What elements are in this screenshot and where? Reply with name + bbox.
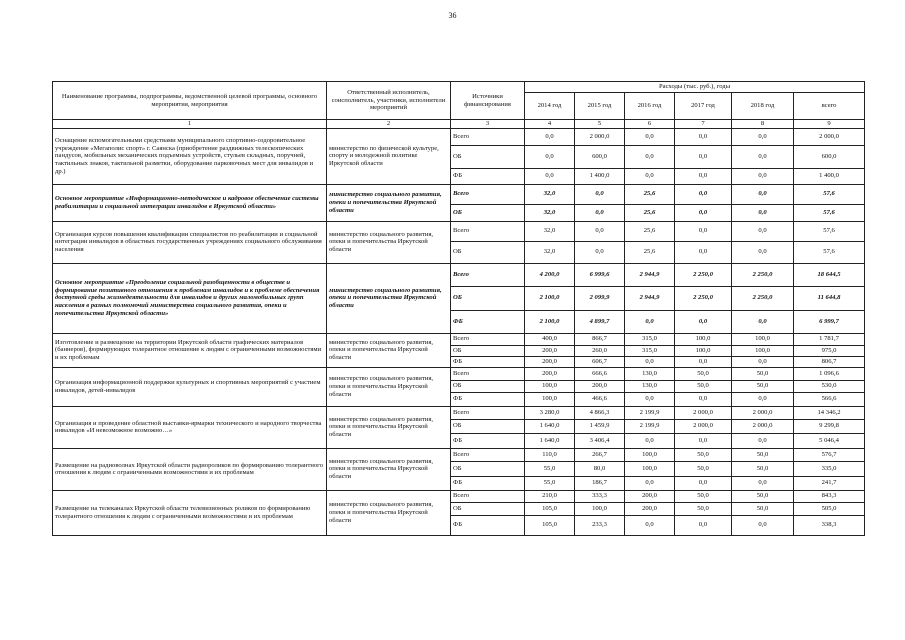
- column-number: 2: [327, 120, 451, 129]
- year-value: 32,0: [525, 221, 575, 241]
- year-value: 0,0: [675, 168, 732, 184]
- year-value: 25,6: [625, 204, 675, 221]
- year-value: 333,3: [575, 490, 625, 502]
- year-value: 866,7: [575, 333, 625, 345]
- year-value: 2 100,0: [525, 286, 575, 310]
- total-value: 806,7: [794, 356, 865, 367]
- year-value: 1 640,0: [525, 419, 575, 433]
- year-value: 0,0: [625, 310, 675, 333]
- year-value: 186,7: [575, 476, 625, 490]
- year-value: 50,0: [675, 490, 732, 502]
- funding-source: ОБ: [451, 241, 525, 263]
- year-value: 50,0: [675, 367, 732, 380]
- table-row: [53, 128, 865, 145]
- year-value: 50,0: [675, 380, 732, 392]
- expenses-table: [52, 81, 865, 536]
- header-name: Наименование программы, подпрограммы, ведомственной целевой программы, основного мероприятия, мероприятия: [53, 82, 327, 120]
- column-number: 5: [575, 120, 625, 129]
- activity-name: Основное мероприятие «Преодоление социальной разобщенности в обществе и формирование позитивного отношения к проблемам инвалидов и к проблеме обеспечения доступной среды жизнедеятельности для инвалидов и других маломобильных групп населения в разных полномочий министерства социального развития, опеки и попечительства Иркутской области»: [53, 263, 327, 333]
- column-number: 8: [732, 120, 794, 129]
- year-value: 1 459,9: [575, 419, 625, 433]
- funding-source: ОБ: [451, 461, 525, 476]
- year-value: 315,0: [625, 345, 675, 356]
- year-value: 50,0: [675, 461, 732, 476]
- year-value: 600,0: [575, 145, 625, 168]
- year-value: 4 200,0: [525, 263, 575, 286]
- column-number: 7: [675, 120, 732, 129]
- year-value: 0,0: [575, 221, 625, 241]
- total-value: 566,6: [794, 392, 865, 406]
- year-value: 0,0: [525, 168, 575, 184]
- responsible-executor: министерство социального развития, опеки и попечительства Иркутской области: [327, 184, 451, 221]
- year-value: 0,0: [625, 356, 675, 367]
- header-expenses: Расходы (тыс. руб.), годы: [525, 82, 865, 93]
- year-value: 2 199,9: [625, 419, 675, 433]
- year-value: 100,0: [732, 345, 794, 356]
- year-value: 0,0: [732, 515, 794, 535]
- year-value: 0,0: [732, 204, 794, 221]
- year-value: 0,0: [732, 221, 794, 241]
- table-row: [53, 448, 865, 461]
- year-value: 1 400,0: [575, 168, 625, 184]
- year-value: 100,0: [525, 392, 575, 406]
- year-value: 2 944,9: [625, 286, 675, 310]
- total-value: 576,7: [794, 448, 865, 461]
- table-body: [53, 128, 865, 535]
- year-value: 2 000,0: [675, 419, 732, 433]
- year-value: 0,0: [732, 310, 794, 333]
- year-value: 0,0: [625, 168, 675, 184]
- year-value: 606,7: [575, 356, 625, 367]
- year-value: 0,0: [575, 204, 625, 221]
- funding-source: Всего: [451, 263, 525, 286]
- header-total: всего: [794, 93, 865, 120]
- year-value: 200,0: [625, 502, 675, 515]
- year-value: 80,0: [575, 461, 625, 476]
- year-value: 2 944,9: [625, 263, 675, 286]
- funding-source: ФБ: [451, 476, 525, 490]
- activity-name: Организация и проведение областной выставки-ярмарки технического и народного творчества инвалидов «И невозможное возможно…»: [53, 406, 327, 448]
- total-value: 14 346,2: [794, 406, 865, 419]
- column-number: 9: [794, 120, 865, 129]
- year-value: 0,0: [732, 184, 794, 204]
- year-value: 3 406,4: [575, 433, 625, 448]
- year-value: 200,0: [525, 345, 575, 356]
- activity-name: Оснащение вспомогательными средствами муниципального спортивно-оздоровительное учреждение «Мегаполис спорт» г. Саянска (приобретение раздвижных телескопических пандусов, мобильных механических подъемных устройств, стульев складных, поручней, тактильных знаков, тактильной разметки, оборудование парковочных мест для инвалидов и др.): [53, 128, 327, 184]
- year-value: 32,0: [525, 184, 575, 204]
- year-value: 32,0: [525, 241, 575, 263]
- year-value: 210,0: [525, 490, 575, 502]
- year-value: 32,0: [525, 204, 575, 221]
- year-value: 0,0: [625, 476, 675, 490]
- year-value: 0,0: [525, 128, 575, 145]
- year-value: 0,0: [732, 356, 794, 367]
- funding-source: ОБ: [451, 145, 525, 168]
- year-value: 0,0: [732, 476, 794, 490]
- column-number: 6: [625, 120, 675, 129]
- year-value: 2 250,0: [732, 263, 794, 286]
- year-value: 0,0: [675, 184, 732, 204]
- year-value: 100,0: [525, 380, 575, 392]
- year-value: 2 000,0: [732, 406, 794, 419]
- total-value: 1 400,0: [794, 168, 865, 184]
- year-value: 2 000,0: [732, 419, 794, 433]
- year-value: 0,0: [625, 433, 675, 448]
- responsible-executor: министерство социального развития, опеки и попечительства Иркутской области: [327, 333, 451, 367]
- responsible-executor: министерство социального развития, опеки и попечительства Иркутской области: [327, 448, 451, 490]
- year-value: 0,0: [625, 515, 675, 535]
- year-value: 0,0: [575, 241, 625, 263]
- year-value: 2 199,9: [625, 406, 675, 419]
- table-row: [53, 221, 865, 241]
- responsible-executor: министерство социального развития, опеки и попечительства Иркутской области: [327, 263, 451, 333]
- total-value: 57,6: [794, 204, 865, 221]
- year-value: 4 866,3: [575, 406, 625, 419]
- total-value: 505,0: [794, 502, 865, 515]
- total-value: 335,0: [794, 461, 865, 476]
- table-row: [53, 367, 865, 380]
- funding-source: Всего: [451, 221, 525, 241]
- year-value: 200,0: [625, 490, 675, 502]
- year-value: 266,7: [575, 448, 625, 461]
- year-value: 3 280,0: [525, 406, 575, 419]
- year-value: 50,0: [732, 502, 794, 515]
- total-value: 9 299,8: [794, 419, 865, 433]
- year-value: 25,6: [625, 221, 675, 241]
- funding-source: ОБ: [451, 380, 525, 392]
- funding-source: ФБ: [451, 515, 525, 535]
- year-value: 0,0: [675, 515, 732, 535]
- header-year: 2014 год: [525, 93, 575, 120]
- year-value: 130,0: [625, 380, 675, 392]
- year-value: 55,0: [525, 461, 575, 476]
- total-value: 338,3: [794, 515, 865, 535]
- year-value: 55,0: [525, 476, 575, 490]
- responsible-executor: министерство социального развития, опеки и попечительства Иркутской области: [327, 490, 451, 535]
- year-value: 105,0: [525, 515, 575, 535]
- total-value: 1 781,7: [794, 333, 865, 345]
- header-source: Источники финансирования: [451, 82, 525, 120]
- year-value: 0,0: [525, 145, 575, 168]
- total-value: 241,7: [794, 476, 865, 490]
- year-value: 0,0: [675, 310, 732, 333]
- total-value: 975,0: [794, 345, 865, 356]
- header-year: 2017 год: [675, 93, 732, 120]
- year-value: 100,0: [575, 502, 625, 515]
- year-value: 100,0: [675, 333, 732, 345]
- funding-source: Всего: [451, 333, 525, 345]
- responsible-executor: министерство по физической культуре, спорту и молодежной политике Иркутской области: [327, 128, 451, 184]
- responsible-executor: министерство социального развития, опеки и попечительства Иркутской области: [327, 367, 451, 406]
- year-value: 0,0: [625, 128, 675, 145]
- total-value: 57,6: [794, 221, 865, 241]
- total-value: 600,0: [794, 145, 865, 168]
- year-value: 0,0: [575, 184, 625, 204]
- column-numbers-row: [53, 120, 865, 129]
- total-value: 5 046,4: [794, 433, 865, 448]
- funding-source: ОБ: [451, 286, 525, 310]
- year-value: 50,0: [732, 490, 794, 502]
- responsible-executor: министерство социального развития, опеки и попечительства Иркутской области: [327, 406, 451, 448]
- column-number: 3: [451, 120, 525, 129]
- total-value: 18 644,5: [794, 263, 865, 286]
- year-value: 400,0: [525, 333, 575, 345]
- activity-name: Организация курсов повышения квалификации специалистов по реабилитации и социальной интеграции инвалидов в областных государственных учреждениях социального обслуживания населения: [53, 221, 327, 263]
- total-value: 6 999,7: [794, 310, 865, 333]
- column-number: 4: [525, 120, 575, 129]
- total-value: 11 644,8: [794, 286, 865, 310]
- year-value: 1 640,0: [525, 433, 575, 448]
- activity-name: Основное мероприятие «Информационно-методическое и кадровое обеспечение системы реабилитации и социальной интеграции инвалидов в Иркутской области»: [53, 184, 327, 221]
- total-value: 57,6: [794, 184, 865, 204]
- funding-source: ФБ: [451, 433, 525, 448]
- funding-source: Всего: [451, 128, 525, 145]
- header-year: 2018 год: [732, 93, 794, 120]
- funding-source: ФБ: [451, 168, 525, 184]
- year-value: 6 999,6: [575, 263, 625, 286]
- activity-name: Размещение на радиоволнах Иркутской области радиороликов по формированию толерантного отношения к людям с ограниченными возможностями и их проблемам: [53, 448, 327, 490]
- header-year: 2015 год: [575, 93, 625, 120]
- activity-name: Организация информационной поддержки культурных и спортивных мероприятий с участием инвалидов, детей-инвалидов: [53, 367, 327, 406]
- year-value: 0,0: [675, 145, 732, 168]
- table-row: [53, 490, 865, 502]
- year-value: 260,0: [575, 345, 625, 356]
- funding-source: ОБ: [451, 204, 525, 221]
- year-value: 100,0: [732, 333, 794, 345]
- year-value: 0,0: [675, 221, 732, 241]
- column-number: 1: [53, 120, 327, 129]
- table-row: [53, 333, 865, 345]
- year-value: 0,0: [732, 392, 794, 406]
- year-value: 100,0: [675, 345, 732, 356]
- year-value: 100,0: [625, 448, 675, 461]
- table-row: [53, 406, 865, 419]
- year-value: 315,0: [625, 333, 675, 345]
- funding-source: ФБ: [451, 356, 525, 367]
- year-value: 100,0: [625, 461, 675, 476]
- year-value: 200,0: [525, 356, 575, 367]
- year-value: 2 000,0: [575, 128, 625, 145]
- year-value: 50,0: [732, 367, 794, 380]
- responsible-executor: министерство социального развития, опеки и попечительства Иркутской области: [327, 221, 451, 263]
- year-value: 0,0: [732, 145, 794, 168]
- year-value: 0,0: [675, 241, 732, 263]
- year-value: 0,0: [675, 392, 732, 406]
- funding-source: ОБ: [451, 419, 525, 433]
- year-value: 50,0: [675, 502, 732, 515]
- year-value: 233,3: [575, 515, 625, 535]
- year-value: 2 250,0: [675, 286, 732, 310]
- year-value: 0,0: [675, 128, 732, 145]
- year-value: 0,0: [732, 433, 794, 448]
- total-value: 1 096,6: [794, 367, 865, 380]
- year-value: 466,6: [575, 392, 625, 406]
- table-row: [53, 184, 865, 204]
- activity-name: Изготовление и размещение на территории Иркутской области графических материалов (баннеров), формирующих толерантное отношение к людям с ограниченными возможностями и их проблемам: [53, 333, 327, 367]
- funding-source: ОБ: [451, 345, 525, 356]
- year-value: 2 250,0: [675, 263, 732, 286]
- year-value: 0,0: [732, 168, 794, 184]
- total-value: 530,0: [794, 380, 865, 392]
- year-value: 200,0: [575, 380, 625, 392]
- year-value: 25,6: [625, 184, 675, 204]
- year-value: 0,0: [675, 476, 732, 490]
- year-value: 4 899,7: [575, 310, 625, 333]
- year-value: 50,0: [732, 461, 794, 476]
- total-value: 843,3: [794, 490, 865, 502]
- year-value: 2 100,0: [525, 310, 575, 333]
- table-row: [53, 263, 865, 286]
- year-value: 666,6: [575, 367, 625, 380]
- funding-source: ОБ: [451, 502, 525, 515]
- header-responsible: Ответственный исполнитель, соисполнитель, участники, исполнители мероприятий: [327, 82, 451, 120]
- header-year: 2016 год: [625, 93, 675, 120]
- year-value: 105,0: [525, 502, 575, 515]
- funding-source: Всего: [451, 184, 525, 204]
- year-value: 50,0: [675, 448, 732, 461]
- year-value: 110,0: [525, 448, 575, 461]
- total-value: 57,6: [794, 241, 865, 263]
- year-value: 0,0: [675, 433, 732, 448]
- funding-source: Всего: [451, 406, 525, 419]
- year-value: 130,0: [625, 367, 675, 380]
- year-value: 0,0: [732, 241, 794, 263]
- year-value: 2 250,0: [732, 286, 794, 310]
- activity-name: Размещение на телеканалах Иркутской области телевизионных роликов по формированию толерантного отношения к людям с ограниченными возможностями и их проблемам: [53, 490, 327, 535]
- funding-source: Всего: [451, 367, 525, 380]
- funding-source: ФБ: [451, 392, 525, 406]
- year-value: 200,0: [525, 367, 575, 380]
- year-value: 2 099,9: [575, 286, 625, 310]
- year-value: 0,0: [732, 128, 794, 145]
- year-value: 50,0: [732, 448, 794, 461]
- funding-source: Всего: [451, 490, 525, 502]
- year-value: 0,0: [675, 356, 732, 367]
- funding-source: Всего: [451, 448, 525, 461]
- year-value: 2 000,0: [675, 406, 732, 419]
- year-value: 0,0: [675, 204, 732, 221]
- year-value: 0,0: [625, 145, 675, 168]
- year-value: 50,0: [732, 380, 794, 392]
- total-value: 2 000,0: [794, 128, 865, 145]
- year-value: 0,0: [625, 392, 675, 406]
- year-value: 25,6: [625, 241, 675, 263]
- funding-source: ФБ: [451, 310, 525, 333]
- page-number: 36: [448, 11, 457, 20]
